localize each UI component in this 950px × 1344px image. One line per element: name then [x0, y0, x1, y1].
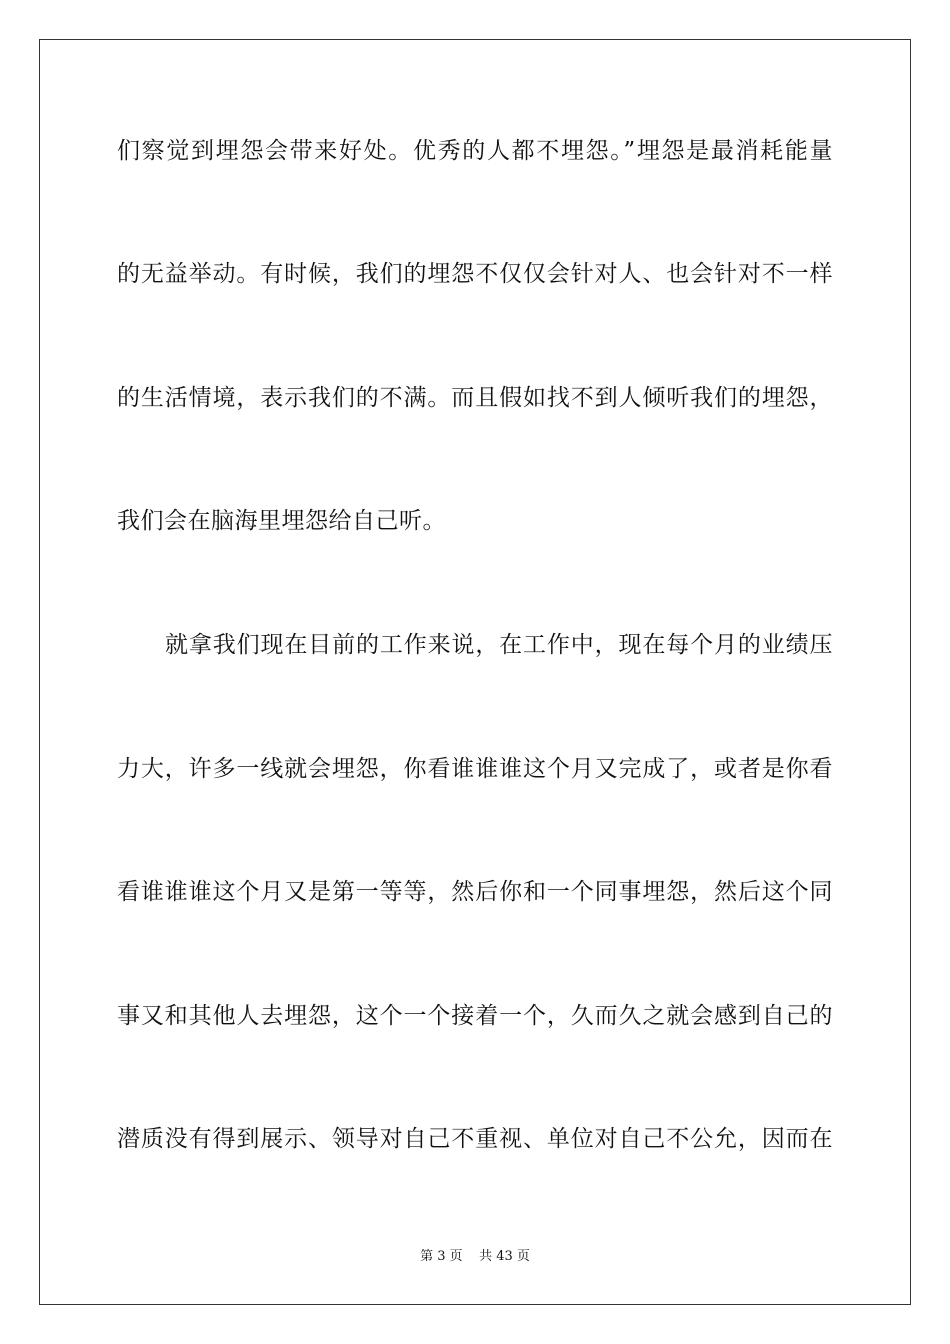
page-border — [39, 39, 911, 1305]
body-text-line: 的生活情境，表示我们的不满。而且假如找不到人倾听我们的埋怨， — [117, 385, 833, 411]
body-text-line: 我们会在脑海里埋怨给自己听。 — [117, 508, 446, 534]
body-text-line: 潜质没有得到展示、领导对自己不重视、单位对自己不公允，因而在 — [117, 1126, 833, 1152]
body-text-line: 看谁谁谁这个月又是第一等等，然后你和一个同事埋怨，然后这个同 — [117, 879, 833, 905]
paragraph-first-line: 就拿我们现在目前的工作来说，在工作中，现在每个月的业绩压 — [165, 632, 833, 658]
body-text-line: 事又和其他人去埋怨，这个一个接着一个，久而久之就会感到自己的 — [117, 1003, 833, 1029]
body-text-line: 们察觉到埋怨会带来好处。优秀的人都不埋怨。”埋怨是最消耗能量 — [117, 138, 833, 164]
body-text-line: 力大，许多一线就会埋怨，你看谁谁谁这个月又完成了，或者是你看 — [117, 756, 833, 782]
page-number-footer: 第 3 页 共 43 页 — [420, 1249, 530, 1264]
body-text-line: 的无益举动。有时候，我们的埋怨不仅仅会针对人、也会针对不一样 — [117, 261, 833, 287]
